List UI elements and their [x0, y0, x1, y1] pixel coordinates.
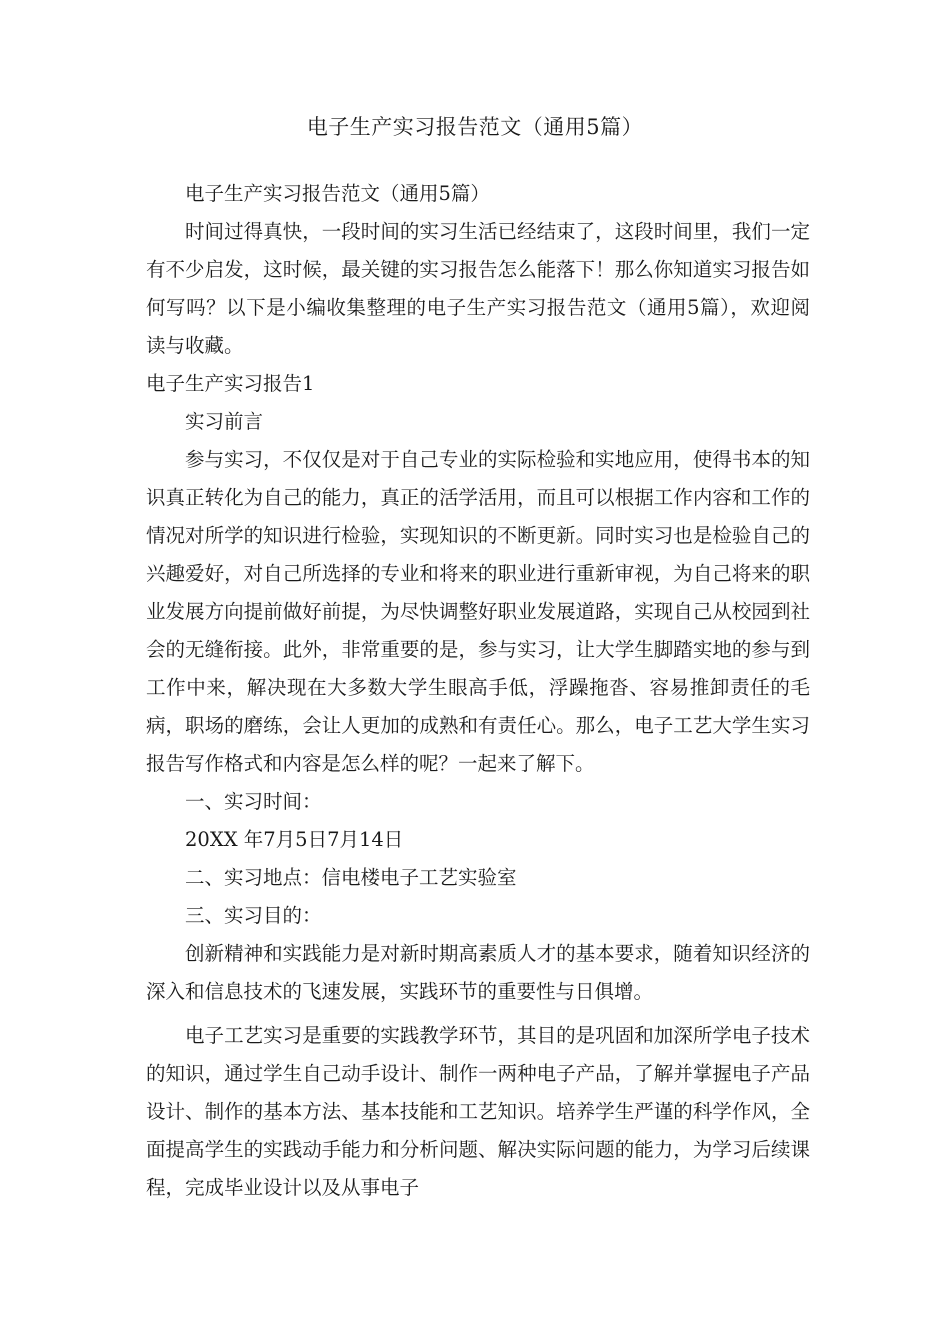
paragraph: 二、实习地点：信电楼电子工艺实验室	[185, 866, 517, 889]
paragraph: 电子生产实习报告范文（通用5篇）	[185, 182, 490, 205]
document-title: 电子生产实习报告范文（通用5篇）	[306, 115, 644, 139]
paragraph: 时间过得真快，一段时间的实习生活已经结束了，这段时间里，我们一定有不少启发，这时候，最关键的实习报告怎么能落下！那么你知道实习报告如何写吗？以下是小编收集整理的电子生产实习报告范文（通用5篇），欢迎阅读与收藏。	[146, 220, 810, 357]
paragraph: 20XX 年7月5日7月14日	[185, 828, 404, 851]
paragraph: 电子工艺实习是重要的实践教学环节，其目的是巩固和加深所学电子技术的知识，通过学生自己动手设计、制作一两种电子产品，了解并掌握电子产品设计、制作的基本方法、基本技能和工艺知识。培养学生严谨的科学作风，全面提高学生的实践动手能力和分析问题、解决实际问题的能力，为学习后续课程，完成毕业设计以及从事电子	[146, 1024, 810, 1199]
paragraph: 创新精神和实践能力是对新时期高素质人才的基本要求，随着知识经济的深入和信息技术的飞速发展，实践环节的重要性与日俱增。	[146, 942, 810, 1003]
paragraph: 参与实习，不仅仅是对于自己专业的实际检验和实地应用，使得书本的知识真正转化为自己的能力，真正的活学活用，而且可以根据工作内容和工作的情况对所学的知识进行检验，实现知识的不断更新。同时实习也是检验自己的兴趣爱好，对自己所选择的专业和将来的职业进行重新审视，为自己将来的职业发展方向提前做好前提，为尽快调整好职业发展道路，实现自己从校园到社会的无缝衔接。此外，非常重要的是，参与实习，让大学生脚踏实地的参与到工作中来，解决现在大多数大学生眼高手低，浮躁拖沓、容易推卸责任的毛病，职场的磨练，会让人更加的成熟和有责任心。那么，电子工艺大学生实习报告写作格式和内容是怎么样的呢？一起来了解下。	[146, 448, 810, 775]
document-body	[146, 175, 810, 1207]
paragraph: 实习前言	[185, 410, 264, 433]
section-heading: 电子生产实习报告1	[146, 372, 315, 395]
paragraph: 一、实习时间：	[185, 790, 322, 813]
paragraph: 三、实习目的：	[185, 904, 322, 927]
